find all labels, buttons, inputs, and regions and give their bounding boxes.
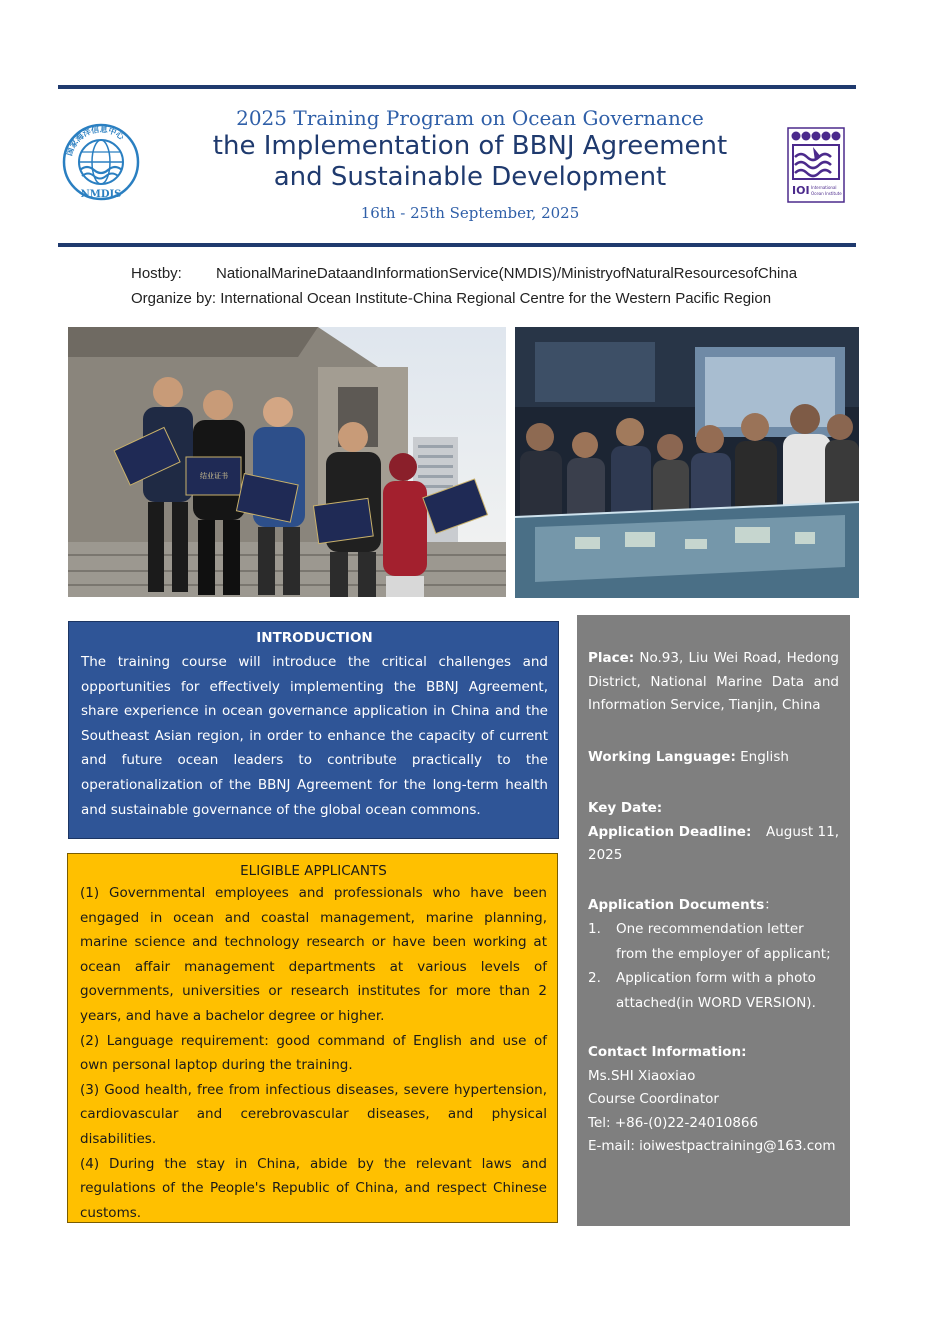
documents-colon: ： xyxy=(764,896,778,913)
document-num-2: 2. xyxy=(588,970,601,986)
exhibition-visit-photo xyxy=(515,327,859,598)
place-label: Place: xyxy=(588,650,635,666)
eligible-item-3: (3) Good health, free from infectious diseases, severe hypertension, cardiovascular and cerebrovascular diseases, and physical disabilities. xyxy=(80,1081,547,1147)
ioi-caption-1: International xyxy=(811,185,837,190)
eligible-applicants-box xyxy=(67,853,558,1223)
nmdis-ring-text: 国家海洋信息中心 xyxy=(64,124,126,157)
document-2-line-1: Application form with a photo xyxy=(616,970,816,986)
host-row xyxy=(131,265,797,282)
eligible-item-1: (1) Governmental employees and professionals who have been engaged in ocean and coastal management, marine planning, marine science and technology research or have been working at ocean affair management departments at various levels of governments, universities or research institutes for more than 2 years, and have a bachelor degree or higher. xyxy=(80,885,547,1024)
introduction-box xyxy=(68,621,559,839)
group-photo-certificates xyxy=(68,327,506,597)
place-value: No.93, Liu Wei Road, Hedong District, National Marine Data and Information Service, Tianjin, China xyxy=(588,650,839,713)
organizer-value: International Ocean Institute-China Regional Centre for the Western Pacific Region xyxy=(220,290,772,307)
organizer-row xyxy=(131,290,771,307)
document-1-line-1: One recommendation letter xyxy=(616,921,804,937)
document-item xyxy=(588,966,839,1015)
info-sidebar xyxy=(577,615,850,1226)
document-2-line-2: attached(in WORD VERSION). xyxy=(616,994,816,1011)
deadline-year: 2025 xyxy=(588,847,623,863)
ioi-caption-2: Ocean Institute xyxy=(811,191,842,196)
language-label: Working Language: xyxy=(588,748,736,765)
eligible-title: ELIGIBLE APPLICANTS xyxy=(240,863,387,879)
program-subtitle: 2025 Training Program on Ocean Governance xyxy=(236,106,704,130)
deadline-row xyxy=(588,821,839,845)
ioi-abbr: IOI xyxy=(792,184,810,197)
contact-label: Contact Information: xyxy=(588,1044,747,1060)
introduction-title: INTRODUCTION xyxy=(256,630,373,646)
contact-role: Course Coordinator xyxy=(588,1091,719,1107)
eligible-item-2: (2) Language requirement: good command of English and use of own personal laptop during the training. xyxy=(80,1032,547,1074)
organizer-label: Organize by: xyxy=(131,290,217,307)
program-dates: 16th - 25th September, 2025 xyxy=(360,204,580,222)
language-info xyxy=(588,746,839,770)
deadline-value: August 11, xyxy=(765,823,839,840)
host-label: Hostby: xyxy=(131,265,182,282)
document-1-line-2: from the employer of applicant; xyxy=(616,945,831,962)
program-title-line-1: the Implementation of BBNJ Agreement xyxy=(212,131,728,161)
contact-email: E-mail: ioiwestpactraining@163.com xyxy=(588,1138,836,1154)
document-item xyxy=(588,917,839,966)
documents-heading xyxy=(588,894,839,918)
place-info xyxy=(588,647,839,718)
key-date-label: Key Date: xyxy=(588,800,663,816)
program-title-line-2: and Sustainable Development xyxy=(273,162,667,192)
introduction-text: The training course will introduce the critical challenges and opportunities for effectively implementing the BBNJ Agreement, share experience in ocean governance application in China and the Southeast Asian region, in order to enhance the capacity of current and future ocean leaders to contribute practically to the operationalization of the BBNJ Agreement for the long-term health and sustainable governance of the global ocean commons. xyxy=(81,654,548,818)
contact-tel: Tel: +86-(0)22-24010866 xyxy=(588,1114,759,1131)
contact-name: Ms.SHI Xiaoxiao xyxy=(588,1067,696,1084)
language-value: English xyxy=(740,748,789,765)
eligible-item-4: (4) During the stay in China, abide by the relevant laws and regulations of the People's Republic of China, and respect Chinese customs. xyxy=(80,1155,547,1221)
documents-label: Application Documents xyxy=(588,896,765,913)
header-rule-top xyxy=(58,85,856,89)
host-value: NationalMarineDataandInformationService(NMDIS)/MinistryofNaturalResourcesofChina xyxy=(216,265,798,282)
certificate-label: 结业证书 xyxy=(200,472,228,480)
nmdis-abbr: NMDIS xyxy=(80,189,122,200)
document-num-1: 1. xyxy=(588,921,601,937)
documents-list xyxy=(588,917,839,1015)
deadline-label: Application Deadline: xyxy=(588,823,752,840)
header-rule-bottom xyxy=(58,243,856,247)
